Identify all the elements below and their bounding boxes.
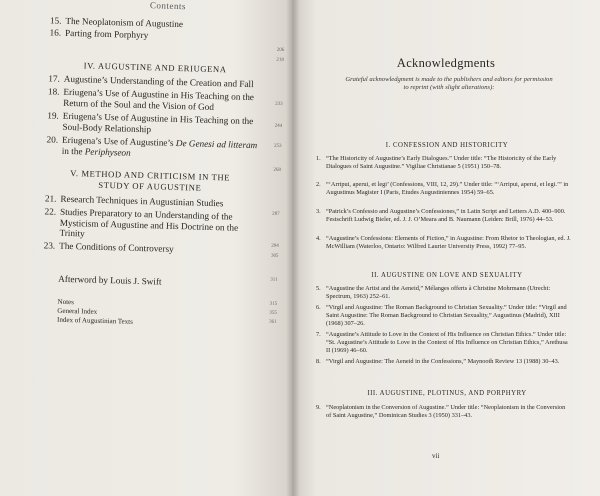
- toc-entry: 15. The Neoplatonism of Augustine: [49, 15, 184, 30]
- ack-entry: 1. “The Historicity of Augustine’s Early Dialogues.” Under title: “The Historicity of the Early Dialogues of Saint Augustine.” Vigiliae Christianae 5 (1951) 150–78.: [316, 155, 557, 171]
- page-number: 218: [276, 57, 284, 63]
- page-number: 244: [274, 123, 283, 129]
- page-number: 315: [269, 301, 278, 307]
- book-gutter: [286, 0, 300, 496]
- ack-entry: 7. “Augustine’s Attitude to Love in the Context of His Influence on Christian Ethics.” Under title: “St. Augustine’s Attitude to Love in the Context of His Influence on Christian Ethics,” Arethusa II (1969) 46–60.: [316, 331, 568, 355]
- page-number: 233: [275, 101, 283, 107]
- toc-entry: 22. Studies Preparatory to an Understanding of the Mysticism of Augustine and His Doctrine on the Trinity: [44, 206, 239, 239]
- section-heading: V. METHOD AND CRITICISM IN THE STUDY OF AUGUSTINE: [70, 168, 231, 193]
- toc-entry: 17. Augustine’s Understanding of the Creation and Fall: [48, 73, 254, 90]
- page-number: 287: [272, 211, 280, 217]
- section-heading: I. CONFESSION AND HISTORICITY: [385, 142, 509, 149]
- back-matter-augustinian-index: Index of Augustinian Texts: [56, 315, 133, 326]
- acknowledgments-page: [292, 0, 600, 496]
- page-title: Acknowledgments: [396, 56, 496, 70]
- section-heading: III. AUGUSTINE, PLOTINUS, AND PORPHYRY: [367, 390, 527, 397]
- toc-entry-title: Eriugena’s Use of Augustine’s De Genesi ad litteram in the Periphyseon: [61, 134, 258, 158]
- toc-entry: 18. Eriugena’s Use of Augustine in His Teaching on the Return of the Soul and the Vision of God: [47, 86, 255, 112]
- ack-entry: 3. “Patrick’s Confessio and Augustine’s Confessiones,” in Latin Script and Letters A.D. 400–900. Festschrift Ludwig Bieler, ed. J. J. O’Meara and B. Naumann (Leiden: Brill, 1976) 44–53.: [316, 208, 566, 224]
- toc-entry: 20. Eriugena’s Use of Augustine’s De Genesi ad litteram in the Periphyseon: [38, 134, 268, 140]
- page-number: 253: [273, 143, 282, 149]
- toc-entry: 21. Research Techniques in Augustinian Studies: [44, 193, 224, 209]
- section-heading: II. AUGUSTINE ON LOVE AND SEXUALITY: [371, 272, 523, 279]
- afterword: Afterword by Louis J. Swift: [58, 273, 162, 287]
- toc-entry: 19. Eriugena’s Use of Augustine in His Teaching on the Soul-Body Relationship: [47, 110, 254, 134]
- page-number: 305: [270, 253, 279, 259]
- page-number: 311: [270, 277, 278, 283]
- contents-page: [0, 0, 292, 496]
- ack-entry: 6. “Virgil and Augustine: The Roman Background to Christian Sexuality.” Under title: “Virgil and Saint Augustine: The Roman Background to Christian Sexuality,” Augustinus (Madrid), XIII (1968) 307–26.: [316, 304, 567, 328]
- toc-entry: 16. Parting from Porphyry: [49, 27, 149, 41]
- page-folio: vii: [432, 452, 440, 460]
- ack-entry: 9. “Neoplatonism in the Conversion of Augustine.” Under title: “Neoplatonism in the Conversion of Saint Augustine,” Dominican Studies 3 (1950) 331–43.: [316, 404, 566, 420]
- page-number: 268: [273, 167, 281, 173]
- ack-entry: 5. “Augustine the Artist and the Aeneid,” Mélanges offerts à Christine Mohrmann (Utrecht: Spectrum, 1963) 252–61.: [316, 285, 551, 301]
- contents-page-content: [0, 0, 292, 496]
- acknowledgments-page-content: [292, 0, 600, 496]
- back-matter-general-index: General Index: [57, 306, 98, 316]
- intro-text: Grateful acknowledgment is made to the publishers and editors for permission to reprint (with slight alterations):: [345, 76, 553, 92]
- back-matter-notes: Notes: [57, 297, 75, 307]
- page-number: 294: [271, 243, 279, 249]
- page-number: 206: [276, 47, 285, 53]
- running-head: Contents: [149, 0, 187, 12]
- ack-entry: 8. “Virgil and Augustine: The Aeneid in the Confessions,” Maynooth Review 13 (1988) 30–43.: [316, 358, 560, 365]
- section-heading: IV. AUGUSTINE AND ERIUGENA: [83, 60, 227, 75]
- ack-entry: 2. “‘Arripui, aperui, et legi’ (Confessions, VIII, 12, 29).” Under title: “‘Arripui, aperui, et legi.’” in Augustinus Magister I (Paris, Etudes Augustiniennes 1954) 59–65.: [316, 181, 569, 197]
- page-number: 355: [269, 310, 277, 316]
- ack-entry: 4. “Augustine’s Confessions: Elements of Fiction,” in Augustine: From Rhetor to Theologian, ed. J. McWilliam (Waterloo, Ontario: Wilfred Laurier University Press, 1992) 77–95.: [316, 235, 571, 251]
- page-number: 361: [269, 319, 277, 325]
- toc-entry: 23. The Conditions of Controversy: [43, 240, 174, 254]
